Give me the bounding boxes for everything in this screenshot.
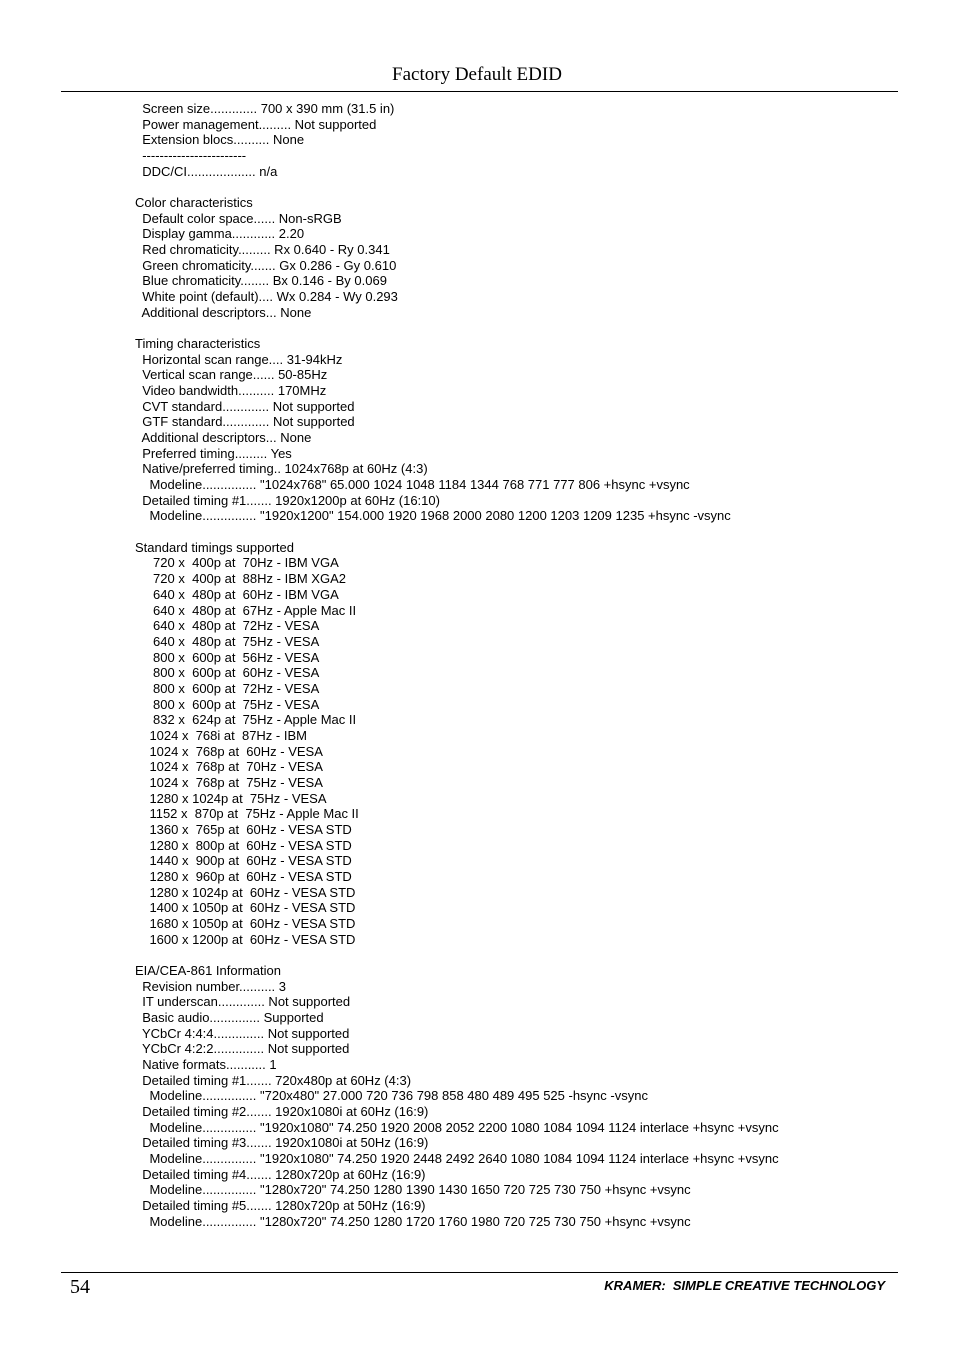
report-line: IT underscan............. Not supported	[135, 994, 351, 1010]
blank-line	[135, 524, 935, 540]
blank-line	[135, 947, 935, 963]
report-line: EIA/CEA-861 Information	[135, 962, 281, 978]
report-line: 1024 x 768p at 75Hz - VESA	[135, 774, 323, 790]
report-line: Additional descriptors... None	[135, 304, 312, 320]
header-divider	[61, 91, 898, 92]
blank-line	[135, 320, 935, 336]
report-line: 800 x 600p at 75Hz - VESA	[135, 696, 320, 712]
report-line: 1280 x 800p at 60Hz - VESA STD	[135, 837, 352, 853]
report-line: 1280 x 1024p at 60Hz - VESA STD	[135, 884, 356, 900]
report-line: YCbCr 4:4:4.............. Not supported	[135, 1025, 350, 1041]
report-line: Preferred timing......... Yes	[135, 445, 292, 461]
report-line: 1440 x 900p at 60Hz - VESA STD	[135, 853, 352, 869]
report-line: Detailed timing #1....... 1920x1200p at 60Hz (16:10)	[135, 492, 440, 508]
report-line: 800 x 600p at 60Hz - VESA	[135, 665, 320, 681]
report-line: Screen size............. 700 x 390 mm (31.5 in)	[135, 101, 395, 116]
report-line: Green chromaticity....... Gx 0.286 - Gy 0.610	[135, 257, 397, 273]
report-line: 640 x 480p at 72Hz - VESA	[135, 618, 320, 634]
report-line: 720 x 400p at 88Hz - IBM XGA2	[135, 571, 346, 587]
report-line: 1024 x 768p at 70Hz - VESA	[135, 759, 323, 775]
report-line: Extension blocs.......... None	[135, 132, 305, 148]
report-line: Red chromaticity......... Rx 0.640 - Ry 0.341	[135, 242, 390, 258]
report-line: Native formats........... 1	[135, 1056, 277, 1072]
report-line: Power management......... Not supported	[135, 116, 377, 132]
report-line: 1024 x 768p at 60Hz - VESA	[135, 743, 323, 759]
report-line: Modeline............... "1280x720" 74.250 1280 1390 1430 1650 720 725 730 750 +hsync +vsync	[135, 1182, 691, 1198]
report-line: Detailed timing #1....... 720x480p at 60Hz (4:3)	[135, 1072, 412, 1088]
report-line: 832 x 624p at 75Hz - Apple Mac II	[135, 712, 357, 728]
report-line: Blue chromaticity........ Bx 0.146 - By 0.069	[135, 273, 387, 289]
edid-report-body	[135, 101, 935, 1229]
report-line: 1400 x 1050p at 60Hz - VESA STD	[135, 900, 356, 916]
page-number: 54	[70, 1276, 90, 1298]
report-line: Detailed timing #5....... 1280x720p at 50Hz (16:9)	[135, 1198, 426, 1214]
report-line: Modeline............... "1920x1200" 154.000 1920 1968 2000 2080 1200 1203 1209 1235 +hsync -vsync	[135, 508, 731, 524]
report-line: Timing characteristics	[135, 336, 261, 352]
report-line: GTF standard............. Not supported	[135, 414, 355, 430]
report-line: Modeline............... "1920x1080" 74.250 1920 2008 2052 2200 1080 1084 1094 1124 interlace +hsync +vsync	[135, 1119, 779, 1135]
report-line: White point (default).... Wx 0.284 - Wy 0.293	[135, 289, 398, 305]
report-line: Vertical scan range...... 50-85Hz	[135, 367, 328, 383]
page-title: Factory Default EDID	[392, 64, 562, 85]
report-line: CVT standard............. Not supported	[135, 398, 355, 414]
report-line: DDC/CI................... n/a	[135, 163, 278, 179]
footer-brand: KRAMER: SIMPLE CREATIVE TECHNOLOGY	[604, 1278, 885, 1293]
report-line: Color characteristics	[135, 195, 253, 211]
report-line: Standard timings supported	[135, 539, 294, 555]
report-line: Horizontal scan range.... 31-94kHz	[135, 351, 343, 367]
report-line: Basic audio.............. Supported	[135, 1009, 324, 1025]
report-line: 1360 x 765p at 60Hz - VESA STD	[135, 821, 352, 837]
report-line: YCbCr 4:2:2.............. Not supported	[135, 1041, 350, 1057]
report-line: 640 x 480p at 60Hz - IBM VGA	[135, 586, 339, 602]
report-line: 1680 x 1050p at 60Hz - VESA STD	[135, 915, 356, 931]
report-line: 1280 x 1024p at 75Hz - VESA	[135, 790, 327, 806]
report-line: Video bandwidth.......... 170MHz	[135, 383, 327, 399]
report-line: 800 x 600p at 72Hz - VESA	[135, 680, 320, 696]
report-line: Modeline............... "1280x720" 74.250 1280 1720 1760 1980 720 725 730 750 +hsync +vsync	[135, 1213, 691, 1229]
report-line: Default color space...... Non-sRGB	[135, 210, 342, 226]
report-line: 1280 x 960p at 60Hz - VESA STD	[135, 868, 352, 884]
report-line: 640 x 480p at 75Hz - VESA	[135, 633, 320, 649]
report-line: 720 x 400p at 70Hz - IBM VGA	[135, 555, 339, 571]
report-line: Modeline............... "1920x1080" 74.250 1920 2448 2492 2640 1080 1084 1094 1124 interlace +hsync +vsync	[135, 1151, 779, 1167]
report-line: Modeline............... "1024x768" 65.000 1024 1048 1184 1344 768 771 777 806 +hsync +vsync	[135, 477, 690, 493]
report-line: Additional descriptors... None	[135, 430, 312, 446]
report-line: Native/preferred timing.. 1024x768p at 60Hz (4:3)	[135, 461, 428, 477]
report-line: Revision number.......... 3	[135, 978, 287, 994]
report-line: Modeline............... "720x480" 27.000 720 736 798 858 480 489 495 525 -hsync -vsync	[135, 1088, 648, 1104]
report-line: Detailed timing #3....... 1920x1080i at 50Hz (16:9)	[135, 1135, 429, 1151]
report-line: ------------------------	[135, 148, 247, 164]
report-line: 640 x 480p at 67Hz - Apple Mac II	[135, 602, 357, 618]
report-line: Display gamma............ 2.20	[135, 226, 305, 242]
report-line: 800 x 600p at 56Hz - VESA	[135, 649, 320, 665]
report-line: Detailed timing #4....... 1280x720p at 60Hz (16:9)	[135, 1166, 426, 1182]
blank-line	[135, 179, 935, 195]
report-line: Detailed timing #2....... 1920x1080i at 60Hz (16:9)	[135, 1104, 429, 1119]
footer-divider	[61, 1272, 898, 1273]
report-line: 1600 x 1200p at 60Hz - VESA STD	[135, 931, 356, 947]
report-line: 1024 x 768i at 87Hz - IBM	[135, 727, 307, 743]
report-line: 1152 x 870p at 75Hz - Apple Mac II	[135, 806, 359, 822]
